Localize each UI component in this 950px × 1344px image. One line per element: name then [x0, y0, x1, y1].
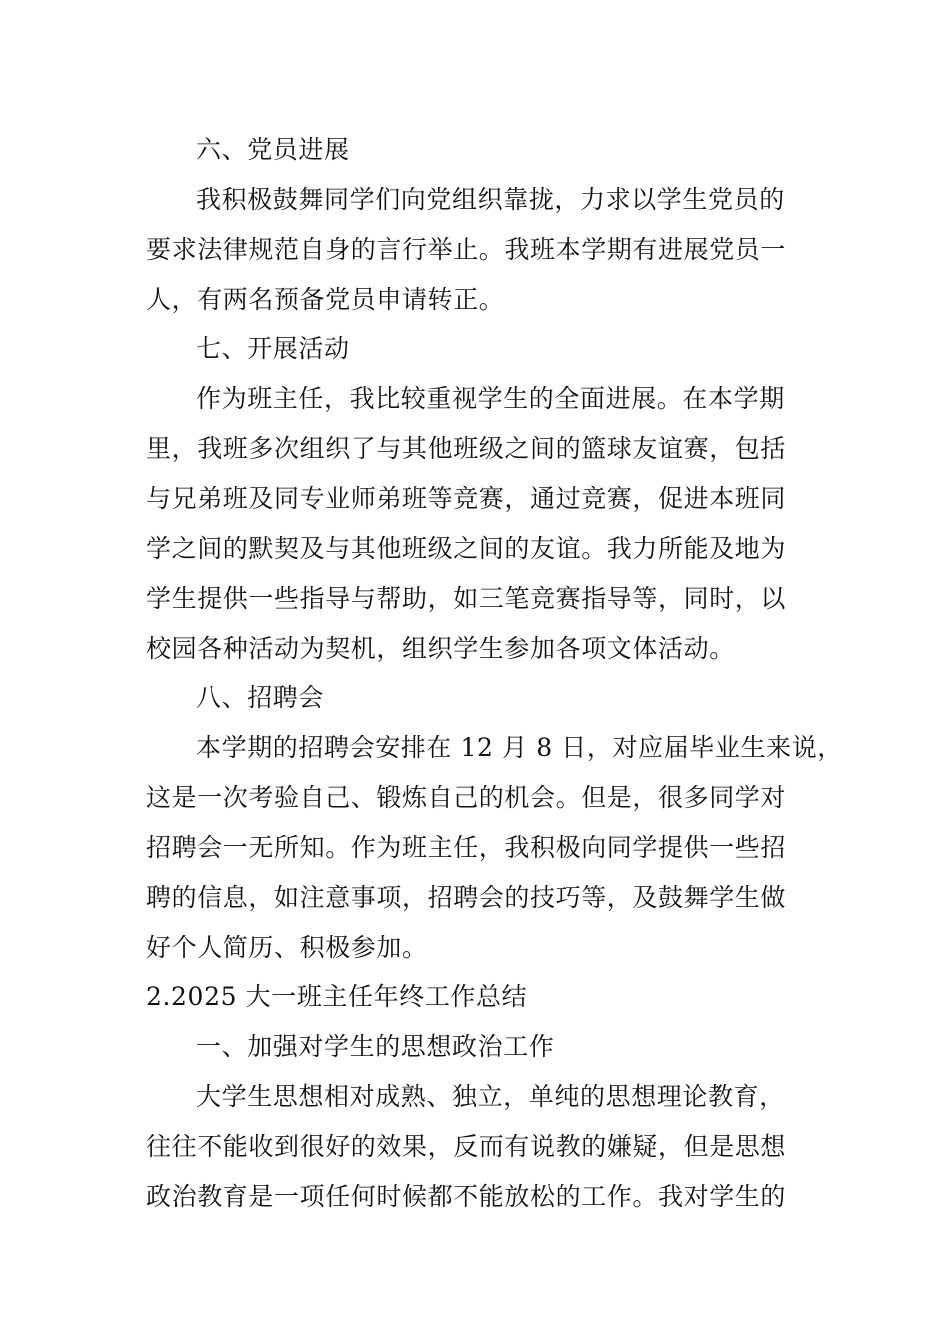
paragraph-line: 招聘会一无所知。作为班主任，我积极向同学提供一些招 [146, 833, 787, 862]
paragraph-line: 好个人简历、积极参加。 [146, 933, 428, 962]
paragraph-line: 校园各种活动为契机，组织学生参加各项文体活动。 [146, 634, 735, 663]
paragraph-line: 学之间的默契及与其他班级之间的友谊。我力所能及地为 [146, 534, 787, 563]
paragraph-line: 要求法律规范自身的言行举止。我班本学期有进展党员一 [146, 235, 787, 264]
paragraph-line: 人，有两名预备党员申请转正。 [146, 285, 505, 314]
paragraph-line: 这是一次考验自己、锻炼自己的机会。但是，很多同学对 [146, 783, 787, 812]
paragraph-line: 本学期的招聘会安排在 12 月 8 日，对应届毕业生来说， [196, 733, 843, 762]
paragraph-line: 里，我班多次组织了与其他班级之间的篮球友谊赛，包括 [146, 434, 787, 463]
paragraph-line: 聘的信息，如注意事项，招聘会的技巧等，及鼓舞学生做 [146, 883, 787, 912]
document-title: 2.2025 大一班主任年终工作总结 [146, 982, 528, 1011]
paragraph-line: 政治教育是一项任何时候都不能放松的工作。我对学生的 [146, 1182, 787, 1211]
paragraph-line: 往往不能收到很好的效果，反而有说教的嫌疑，但是思想 [146, 1132, 787, 1161]
section-heading-8: 八、招聘会 [196, 683, 325, 712]
paragraph-line: 学生提供一些指导与帮助，如三笔竞赛指导等，同时，以 [146, 584, 787, 613]
paragraph-line: 大学生思想相对成熟、独立，单纯的思想理论教育， [196, 1082, 785, 1111]
paragraph-line: 我积极鼓舞同学们向党组织靠拢，力求以学生党员的 [196, 185, 785, 214]
paragraph-line: 作为班主任，我比较重视学生的全面进展。在本学期 [196, 384, 785, 413]
paragraph-line: 与兄弟班及同专业师弟班等竞赛，通过竞赛，促进本班同 [146, 484, 787, 513]
section-heading-1: 一、加强对学生的思想政治工作 [196, 1032, 555, 1061]
section-heading-7: 七、开展活动 [196, 334, 350, 363]
section-heading-6: 六、党员进展 [196, 135, 350, 164]
